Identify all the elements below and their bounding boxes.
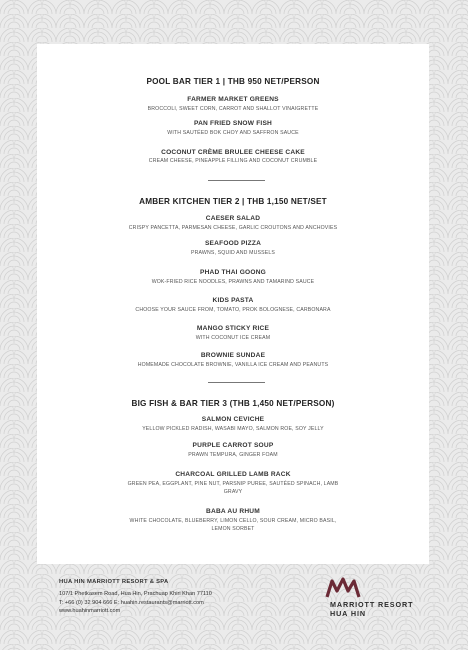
menu-item-name: FARMER MARKET GREENS	[187, 96, 279, 103]
menu-item-name: CAESER SALAD	[205, 215, 261, 222]
logo-line-2: HUA HIN	[330, 609, 366, 618]
menu-card	[37, 44, 429, 564]
footer-address: 107/1 Phetkasem Road, Hua Hin, Prachuap Khiri Khan 77110	[59, 591, 212, 598]
section-divider	[208, 382, 265, 383]
menu-item-name: PAN FRIED SNOW FISH	[193, 120, 273, 127]
footer-website: www.huahinmarriott.com	[59, 608, 121, 615]
menu-item-description: HOMEMADE CHOCOLATE BROWNIE, VANILLA ICE CREAM AND PEANUTS	[137, 362, 329, 368]
marriott-m-logo-icon	[324, 575, 362, 599]
menu-item-description: CHOOSE YOUR SAUCE FROM, TOMATO, PROK BOLOGNESE, CARBONARA	[135, 307, 331, 313]
menu-item-name: BABA AU RHUM	[206, 508, 260, 515]
menu-item-description: PRAWN TEMPURA, GINGER FOAM	[188, 452, 278, 458]
menu-item-description: CREAM CHEESE, PINEAPPLE FILLING AND COCONUT CRUMBLE	[148, 158, 318, 164]
menu-item-description: WOK-FRIED RICE NOODLES, PRAWNS AND TAMARIND SAUCE	[151, 279, 315, 285]
section-title-tier-1: POOL BAR TIER 1 | THB 950 NET/PERSON	[146, 77, 320, 86]
menu-item-name: BROWNIE SUNDAE	[200, 352, 266, 359]
section-divider	[208, 180, 265, 181]
menu-item-description: WITH SAUTÉED BOK CHOY AND SAFFRON SAUCE	[167, 130, 299, 136]
section-title-tier-3: BIG FISH & BAR TIER 3 (THB 1,450 NET/PERSON)	[131, 399, 335, 408]
menu-item-name: COCONUT CRÈME BRULEE CHEESE CAKE	[161, 149, 305, 156]
menu-item-name: PHAD THAI GOONG	[199, 269, 266, 276]
logo-line-1: MARRIOTT RESORT	[330, 600, 414, 609]
marriott-logo-text	[330, 600, 413, 618]
menu-item-name: CHARCOAL GRILLED LAMB RACK	[175, 471, 291, 478]
footer-contact	[59, 578, 212, 616]
menu-item-name: SEAFOOD PIZZA	[204, 240, 262, 247]
footer-hotel-name: HUA HIN MARRIOTT RESORT & SPA	[59, 579, 169, 585]
menu-item-description: YELLOW PICKLED RADISH, WASABI MAYO, SALMON ROE, SOY JELLY	[142, 426, 324, 432]
section-title-tier-2: AMBER KITCHEN TIER 2 | THB 1,150 NET/SET	[139, 197, 327, 206]
menu-item-description: BROCCOLI, SWEET CORN, CARROT AND SHALLOT VINAIGRETTE	[147, 106, 319, 112]
menu-item-description: PRAWNS, SQUID AND MUSSELS	[191, 250, 275, 256]
menu-item-description: GREEN PEA, EGGPLANT, PINE NUT, PARSNIP PUREE, SAUTÉED SPINACH, LAMB GRAVY	[127, 481, 339, 495]
footer-phone-email: T: +66 (0) 32 904 666 E: huahin.restaurants@marriott.com	[59, 599, 204, 606]
menu-item-name: KIDS PASTA	[212, 297, 254, 304]
menu-item-description: WITH COCONUT ICE CREAM	[195, 335, 271, 341]
menu-item-name: PURPLE CARROT SOUP	[192, 442, 274, 449]
menu-item-name: SALMON CEVICHE	[201, 416, 265, 423]
menu-item-description: WHITE CHOCOLATE, BLUEBERRY, LIMON CELLO, SOUR CREAM, MICRO BASIL, LEMON SORBET	[129, 518, 337, 532]
menu-item-name: MANGO STICKY RICE	[196, 325, 270, 332]
menu-item-description: CRISPY PANCETTA, PARMESAN CHEESE, GARLIC CROUTONS AND ANCHOVIES	[128, 225, 338, 231]
